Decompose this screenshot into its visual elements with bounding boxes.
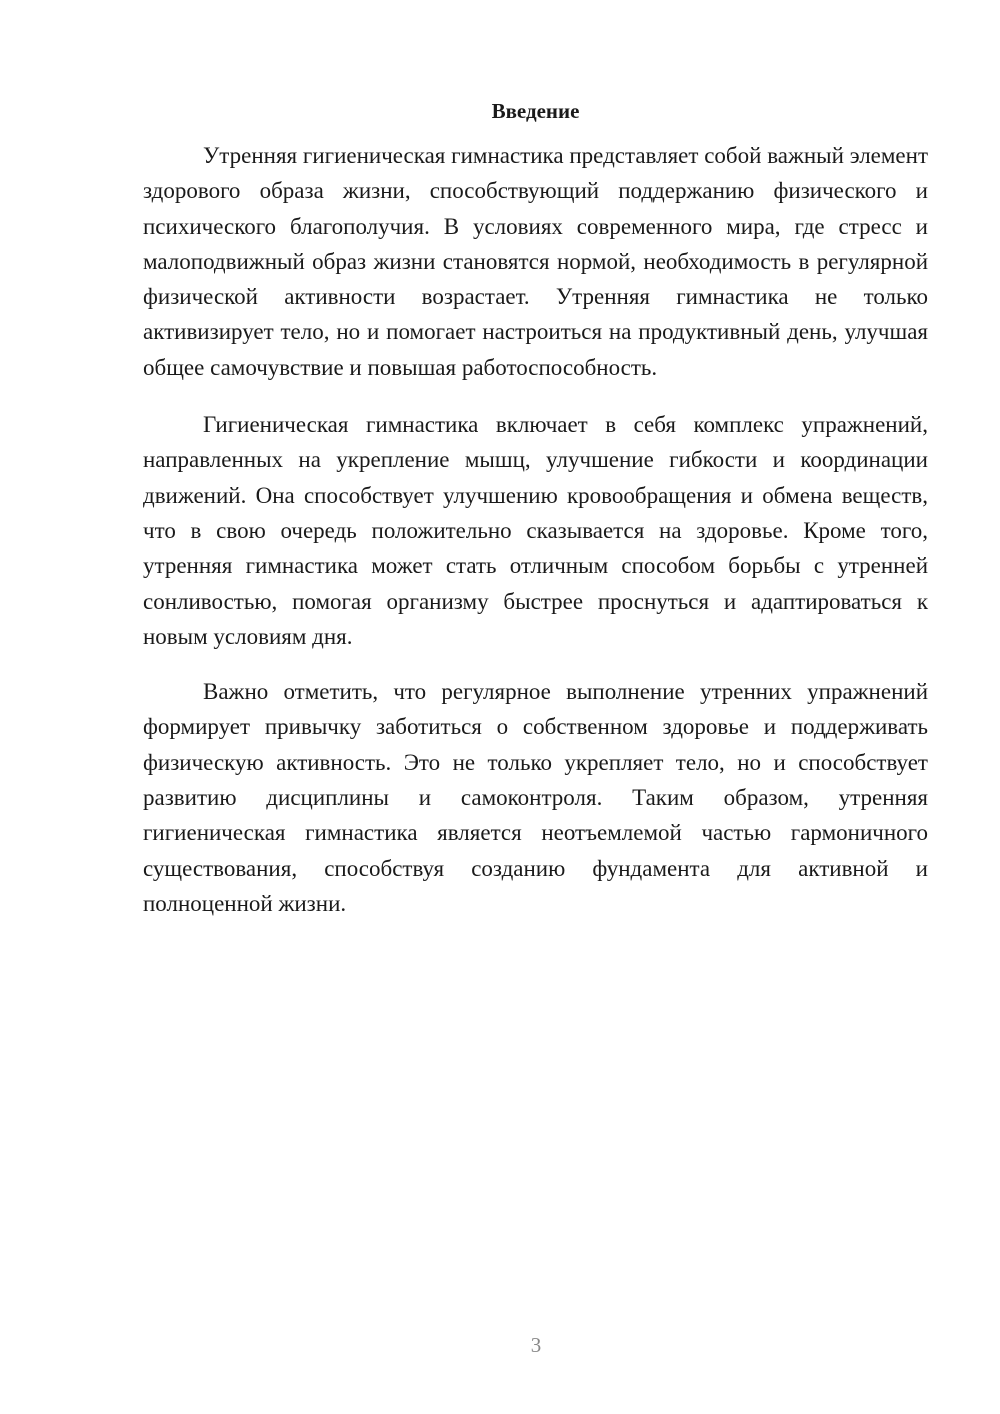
page-number: 3 [530,1333,542,1357]
paragraph-1: Утренняя гигиеническая гимнастика представляет собой важный элемент здорового образа жизни, способствующий поддержанию физического и психического благополучия. В условиях современного мира, где стресс и малоподвижный образ жизни становятся нормой, необходимость в регулярной физической активности возрастает. Утренняя гимнастика не только активизирует тело, но и помогает настроиться на продуктивный день, улучшая общее самочувствие и повышая работоспособность. [143,143,928,380]
document-body [143,96,928,921]
paragraph-3: Важно отметить, что регулярное выполнение утренних упражнений формирует привычку заботиться о собственном здоровье и поддерживать физическую активность. Это не только укрепляет тело, но и способствует развитию дисциплины и самоконтроля. Таким образом, утренняя гигиеническая гимнастика является неотъемлемой частью гармоничного существования, способствуя созданию фундамента для активной и полноценной жизни. [143,679,928,916]
section-title: Введение [491,99,580,123]
paragraph-2: Гигиеническая гимнастика включает в себя комплекс упражнений, направленных на укрепление мышц, улучшение гибкости и координации движений. Она способствует улучшению кровообращения и обмена веществ, что в свою очередь положительно сказывается на здоровье. Кроме того, утренняя гимнастика может стать отличным способом борьбы с утренней сонливостью, помогая организму быстрее проснуться и адаптироваться к новым условиям дня. [143,412,928,649]
